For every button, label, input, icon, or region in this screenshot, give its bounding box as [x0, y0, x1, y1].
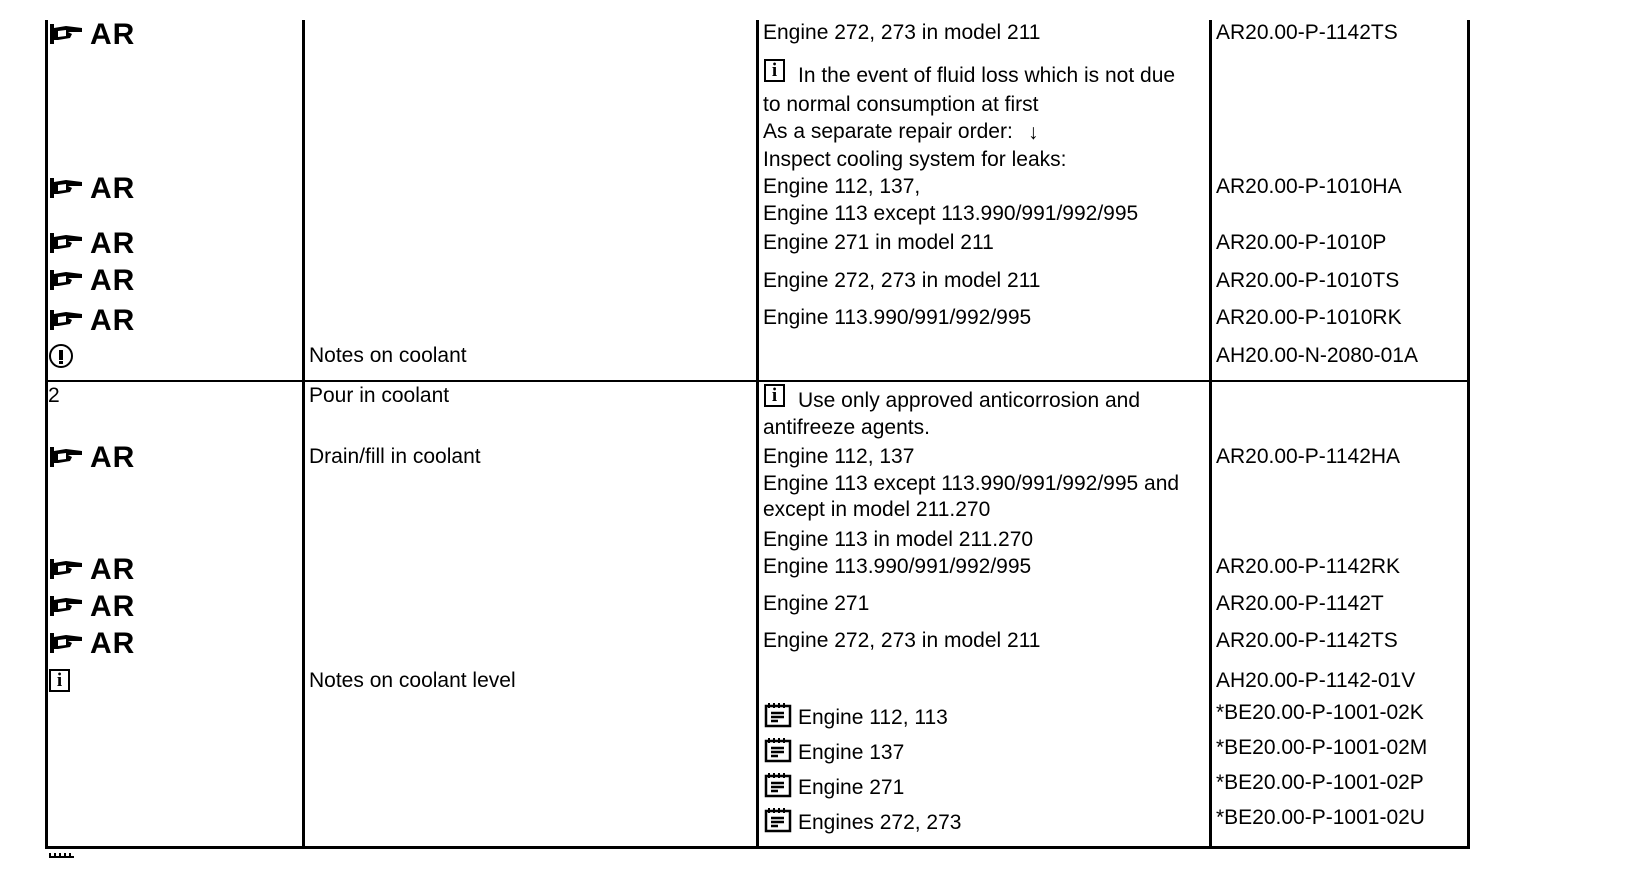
pointing-hand-icon: [48, 557, 86, 583]
ar-marker: [48, 443, 135, 473]
row-engine-text: Engine 272, 273 in model 211: [763, 269, 1041, 292]
ar-marker: [48, 629, 135, 659]
document-reference[interactable]: *BE20.00-P-1001-02M: [1216, 736, 1428, 759]
down-arrow-icon: ↓: [1028, 121, 1039, 144]
row-engine-text: Engine 271: [763, 592, 870, 615]
document-reference[interactable]: *BE20.00-P-1001-02K: [1216, 701, 1424, 724]
table-border-right: [1467, 20, 1470, 849]
ar-label: AR: [90, 227, 136, 260]
info-icon: i: [764, 384, 785, 407]
row-description: Pour in coolant: [309, 384, 450, 407]
row-description: Notes on coolant level: [309, 669, 516, 692]
table-border-left: [45, 20, 48, 849]
step-number: 2: [48, 384, 60, 407]
table-border-bottom: [45, 846, 1470, 849]
document-link-text[interactable]: Engine 137: [798, 741, 905, 764]
info-icon: i: [49, 669, 70, 692]
ar-label: AR: [90, 441, 136, 474]
row-engine-text: Engine 113 in model 211.270: [763, 528, 1034, 551]
row-reference: AR20.00-P-1010HA: [1216, 175, 1402, 198]
note-text: In the event of fluid loss which is not due: [798, 64, 1176, 87]
row-engine-text: Engine 272, 273 in model 211: [763, 21, 1041, 44]
row-engine-text: Engine 112, 137: [763, 445, 915, 468]
document-link-text[interactable]: Engine 112, 113: [798, 706, 948, 729]
pointing-hand-icon: [48, 231, 86, 257]
ar-label: AR: [90, 264, 136, 297]
pointing-hand-icon: [48, 176, 86, 202]
row-description: Notes on coolant: [309, 344, 467, 367]
document-reference[interactable]: *BE20.00-P-1001-02P: [1216, 771, 1424, 794]
inspect-text: Inspect cooling system for leaks:: [763, 148, 1067, 171]
pointing-hand-icon: [48, 268, 86, 294]
column-divider-2: [756, 20, 759, 849]
ar-marker: [48, 306, 135, 336]
separate-order-text: As a separate repair order:: [763, 120, 1013, 143]
ar-marker: [48, 555, 135, 585]
row-reference: AR20.00-P-1010RK: [1216, 306, 1402, 329]
row-engine-text: Engine 113.990/991/992/995: [763, 306, 1032, 329]
row-engine-text: Engine 272, 273 in model 211: [763, 629, 1041, 652]
ar-label: AR: [90, 627, 136, 660]
document-link-text[interactable]: Engines 272, 273: [798, 811, 962, 834]
document-icon: [764, 807, 792, 833]
row-engine-text: Engine 112, 137,: [763, 175, 921, 198]
ar-marker: [48, 20, 135, 50]
info-icon: i: [764, 59, 785, 82]
ar-marker: [48, 229, 135, 259]
row-description: Drain/fill in coolant: [309, 445, 481, 468]
document-icon: [764, 737, 792, 763]
ar-label: AR: [90, 590, 136, 623]
ar-label: AR: [90, 172, 136, 205]
row-engine-text: Engine 271 in model 211: [763, 231, 994, 254]
document-icon: [764, 772, 792, 798]
pointing-hand-icon: [48, 594, 86, 620]
row-reference: AR20.00-P-1142RK: [1216, 555, 1401, 578]
pointing-hand-icon: [48, 445, 86, 471]
warning-circle-icon: [49, 344, 73, 368]
row-engine-text: Engine 113 except 113.990/991/992/995: [763, 202, 1139, 225]
document-link-text[interactable]: Engine 271: [798, 776, 905, 799]
pointing-hand-icon: [48, 22, 86, 48]
row-reference: AR20.00-P-1142T: [1216, 592, 1384, 615]
ar-label: AR: [90, 18, 136, 51]
document-icon: [48, 852, 76, 858]
column-divider-1: [302, 20, 305, 849]
note-text: Use only approved anticorrosion and: [798, 389, 1141, 412]
row-reference: AR20.00-P-1142TS: [1216, 629, 1398, 652]
row-engine-text: Engine 113.990/991/992/995: [763, 555, 1032, 578]
row-reference: AH20.00-N-2080-01A: [1216, 344, 1418, 367]
column-divider-3: [1209, 20, 1212, 849]
pointing-hand-icon: [48, 631, 86, 657]
ar-marker: [48, 592, 135, 622]
row-reference: AR20.00-P-1010P: [1216, 231, 1387, 254]
row-engine-text: Engine 113 except 113.990/991/992/995 and: [763, 472, 1180, 495]
row-engine-text: except in model 211.270: [763, 498, 991, 521]
row-reference: AH20.00-P-1142-01V: [1216, 669, 1416, 692]
row-reference: AR20.00-P-1142TS: [1216, 21, 1398, 44]
note-text: to normal consumption at first: [763, 93, 1039, 116]
document-reference[interactable]: *BE20.00-P-1001-02U: [1216, 806, 1425, 829]
section-divider: [45, 380, 1470, 382]
ar-marker: [48, 266, 135, 296]
ar-label: AR: [90, 553, 136, 586]
row-reference: AR20.00-P-1142HA: [1216, 445, 1401, 468]
ar-marker: [48, 174, 135, 204]
ar-label: AR: [90, 304, 136, 337]
document-icon: [764, 702, 792, 728]
pointing-hand-icon: [48, 308, 86, 334]
row-reference: AR20.00-P-1010TS: [1216, 269, 1400, 292]
note-text: antifreeze agents.: [763, 416, 930, 439]
